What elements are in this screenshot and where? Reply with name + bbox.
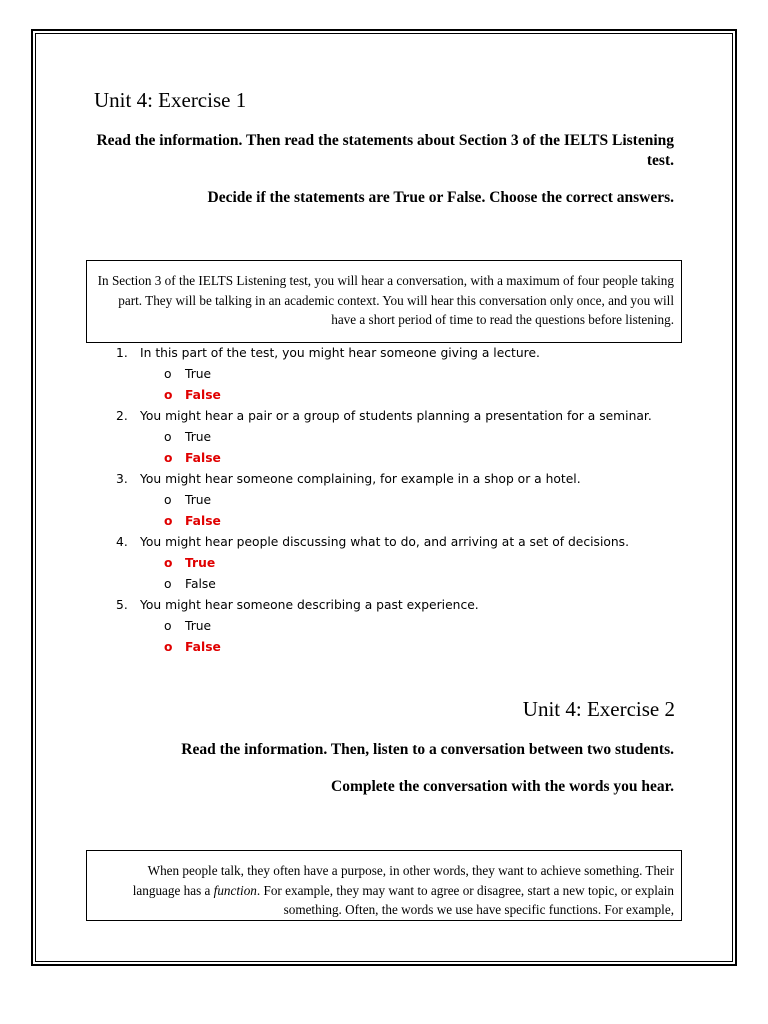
option-label: True: [185, 493, 212, 507]
question-text: You might hear people discussing what to do, and arriving at a set of decisions.: [140, 535, 629, 549]
exercise2-info-text-emphasis: function: [213, 882, 257, 898]
exercise2-instruction-1: Read the information. Then, listen to a conversation between two students.: [181, 741, 674, 758]
option-label: False: [185, 640, 221, 654]
option-bullet: o: [164, 493, 172, 507]
question-number: 3.: [116, 472, 128, 486]
exercise1-title: Unit 4: Exercise 1: [94, 88, 247, 112]
exercise2-info-text-before: When people talk, they often have a purpose, in other words, they want to achieve something. Their language has a: [132, 863, 674, 898]
exercise1-instruction-2: Decide if the statements are True or False. Choose the correct answers.: [207, 189, 674, 206]
option-bullet: o: [164, 367, 172, 381]
option-label: True: [185, 430, 212, 444]
option-bullet: o: [164, 640, 173, 654]
option-bullet: o: [164, 577, 172, 591]
option-bullet: o: [164, 430, 172, 444]
option-label: False: [185, 388, 221, 402]
question-text: You might hear someone complaining, for example in a shop or a hotel.: [140, 472, 581, 486]
option-label: False: [185, 514, 221, 528]
question-text: You might hear a pair or a group of students planning a presentation for a seminar.: [140, 409, 652, 423]
option-label: False: [185, 451, 221, 465]
page-border-inner: [35, 33, 733, 962]
exercise1-info-box: [86, 260, 682, 343]
exercise2-info-box: [86, 850, 682, 921]
option-label: False: [185, 577, 216, 591]
option-label: True: [185, 556, 216, 570]
option-bullet: o: [164, 514, 173, 528]
question-number: 2.: [116, 409, 128, 423]
question-number: 4.: [116, 535, 128, 549]
option-label: True: [185, 367, 212, 381]
exercise2-info-text-after: . For example, they may want to agree or disagree, start a new topic, or explain something. Often, the words we use have specific functions. For example,: [256, 882, 674, 917]
exercise2-instruction-2: Complete the conversation with the words you hear.: [331, 778, 674, 795]
question-number: 5.: [116, 598, 128, 612]
question-number: 1.: [116, 346, 128, 360]
option-label: True: [185, 619, 212, 633]
question-text: You might hear someone describing a past experience.: [140, 598, 479, 612]
question-text: In this part of the test, you might hear someone giving a lecture.: [140, 346, 540, 360]
exercise1-info-text: In Section 3 of the IELTS Listening test, you will hear a conversation, with a maximum of four people taking part. They will be talking in an academic context. You will hear this conversation only once, and you will have a short period of time to read the questions before listening.: [97, 273, 674, 327]
option-bullet: o: [164, 388, 173, 402]
option-bullet: o: [164, 619, 172, 633]
option-bullet: o: [164, 451, 173, 465]
option-bullet: o: [164, 556, 173, 570]
exercise2-title: Unit 4: Exercise 2: [522, 697, 675, 721]
exercise1-instruction-1: Read the information. Then read the statements about Section 3 of the IELTS Listening test.: [96, 132, 674, 169]
